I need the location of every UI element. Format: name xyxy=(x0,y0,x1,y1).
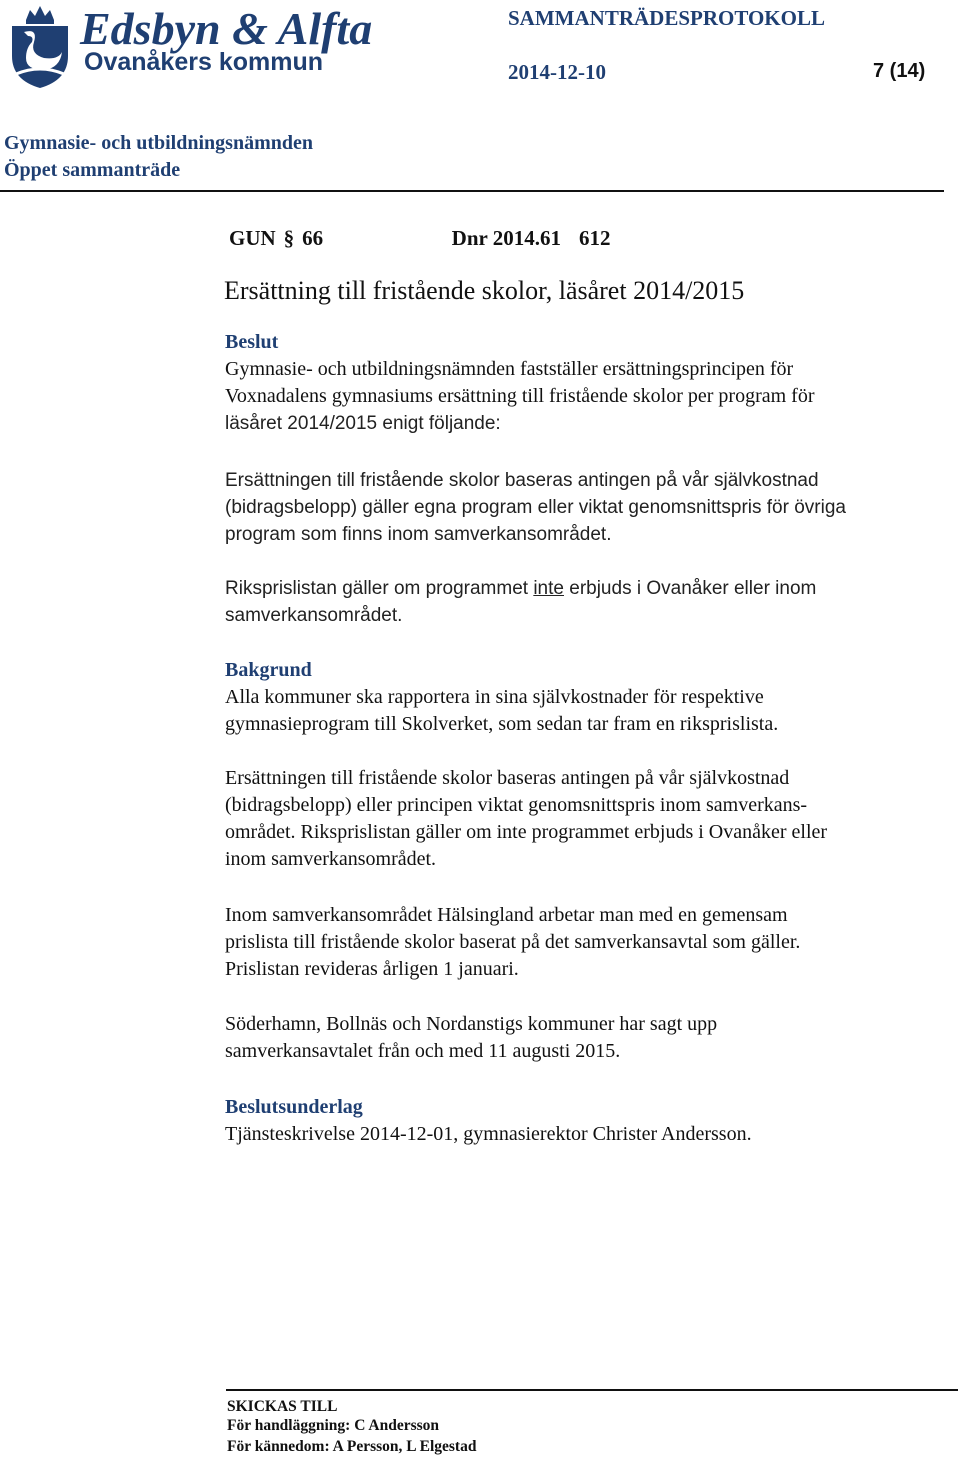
case-number: 66 xyxy=(302,226,324,250)
swan-crest-icon xyxy=(4,2,84,90)
terminated-agreement-paragraph xyxy=(225,1011,945,1065)
header-divider xyxy=(0,190,944,192)
case-title: Ersättning till fristående skolor, läsåret 2014/2015 xyxy=(224,276,745,305)
distribution-heading: SKICKAS TILL xyxy=(227,1398,338,1415)
meeting-date: 2014-12-10 xyxy=(508,60,606,84)
case-reference xyxy=(229,226,610,251)
beslut-section xyxy=(225,329,945,437)
case-dnr: Dnr 2014.61 xyxy=(451,226,561,250)
bakgrund-section xyxy=(225,657,945,738)
section-icon: § xyxy=(283,226,295,250)
logo-wordmark: Edsbyn & Alfta xyxy=(80,3,373,54)
logo-subtitle: Ovanåkers kommun xyxy=(84,48,323,76)
distribution-info: För kännedom: A Persson, L Elgestad xyxy=(227,1438,477,1455)
beslut-heading: Beslut xyxy=(225,331,279,353)
paragraph-line: Prislistan revideras årligen 1 januari. xyxy=(225,958,519,980)
case-code: 612 xyxy=(578,226,611,250)
beslutsunderlag-text: Tjänsteskrivelse 2014-12-01, gymnasierektor Christer Andersson. xyxy=(225,1123,752,1145)
meeting-type: Öppet sammanträde xyxy=(4,159,181,181)
document-type: SAMMANTRÄDESPROTOKOLL xyxy=(508,6,825,30)
beslut-line: läsåret 2014/2015 enigt följande: xyxy=(225,413,501,434)
text-run: Riksprislistan gäller om programmet xyxy=(225,578,534,599)
paragraph-line xyxy=(225,575,945,602)
paragraph-line: Söderhamn, Bollnäs och Nordanstigs kommuner har sagt upp xyxy=(225,1013,718,1035)
paragraph-line: inom samverkansområdet. xyxy=(225,848,437,870)
beslut-line: Gymnasie- och utbildningsnämnden fastställer ersättningsprincipen för xyxy=(225,358,794,380)
national-price-list-paragraph xyxy=(225,575,945,629)
beslut-line: Voxnadalens gymnasiums ersättning till fristående skolor per program för xyxy=(225,385,815,407)
paragraph-line: gymnasieprogram till Skolverket, som sedan tar fram en riksprislista. xyxy=(225,713,779,735)
case-id: GUN xyxy=(229,226,276,250)
beslutsunderlag-heading: Beslutsunderlag xyxy=(225,1096,363,1118)
compensation-background-paragraph xyxy=(225,765,945,873)
bakgrund-heading: Bakgrund xyxy=(225,659,312,681)
paragraph-line: (bidragsbelopp) gäller egna program eller viktat genomsnittspris för övriga xyxy=(225,497,846,518)
compensation-paragraph xyxy=(225,467,945,548)
paragraph-line: Inom samverkansområdet Hälsingland arbetar man med en gemensam xyxy=(225,904,788,926)
beslutsunderlag-section xyxy=(225,1094,945,1148)
paragraph-line: Ersättningen till fristående skolor baseras antingen på vår självkostnad xyxy=(225,767,790,789)
page-number: 7 (14) xyxy=(873,60,926,82)
paragraph-line: området. Riksprislistan gäller om inte programmet erbjuds i Ovanåker eller xyxy=(225,821,828,843)
text-run: erbjuds i Ovanåker eller inom xyxy=(563,578,817,599)
paragraph-line: samverkansområdet. xyxy=(225,605,403,626)
distribution-handling: För handläggning: C Andersson xyxy=(227,1417,440,1434)
paragraph-line: samverkansavtalet från och med 11 augusti 2015. xyxy=(225,1040,621,1062)
paragraph-line: Alla kommuner ska rapportera in sina självkostnader för respektive xyxy=(225,686,764,708)
paragraph-line: Ersättningen till fristående skolor baseras antingen på vår självkostnad xyxy=(225,470,819,491)
region-price-list-paragraph xyxy=(225,902,945,983)
paragraph-line: prislista till fristående skolor baserat på det samverkansavtal som gäller. xyxy=(225,931,801,953)
committee-name: Gymnasie- och utbildningsnämnden xyxy=(4,132,313,154)
paragraph-line: (bidragsbelopp) eller principen viktat genomsnittspris inom samverkans- xyxy=(225,794,808,816)
paragraph-line: program som finns inom samverkansområdet. xyxy=(225,524,612,545)
footer-divider xyxy=(226,1389,958,1391)
emphasis-not: inte xyxy=(533,578,564,599)
